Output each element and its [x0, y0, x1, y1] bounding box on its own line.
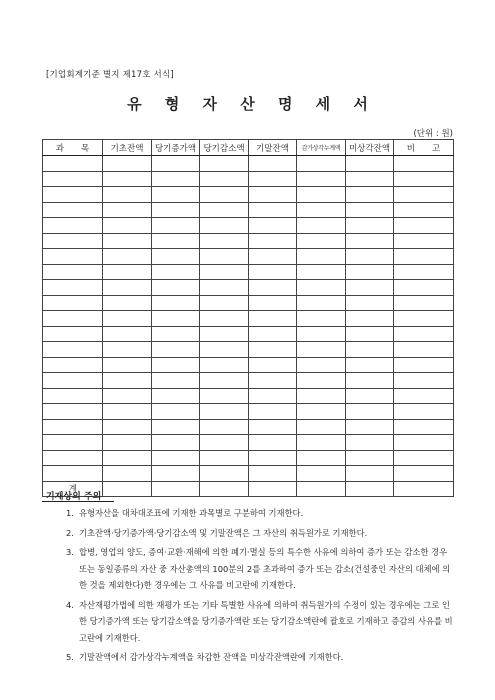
column-header-undepreciated-balance: 미상각잔액: [346, 140, 394, 156]
table-cell[interactable]: [394, 280, 454, 296]
table-cell[interactable]: [346, 373, 394, 389]
table-cell[interactable]: [152, 311, 200, 327]
table-cell[interactable]: [200, 481, 249, 497]
table-cell[interactable]: [297, 233, 346, 249]
table-cell[interactable]: [103, 326, 152, 342]
table-cell[interactable]: [297, 264, 346, 280]
table-cell[interactable]: [297, 311, 346, 327]
table-cell[interactable]: [394, 326, 454, 342]
table-cell[interactable]: [43, 187, 103, 203]
table-cell[interactable]: [249, 388, 297, 404]
table-cell[interactable]: [43, 171, 103, 187]
table-cell[interactable]: [200, 435, 249, 451]
column-header-opening-balance: 기초잔액: [103, 140, 152, 156]
table-cell[interactable]: [200, 388, 249, 404]
table-cell[interactable]: [200, 171, 249, 187]
note-text: 합병, 영업의 양도, 증여·교환·재해에 의한 폐기·멸실 등의 특수한 사유에 의하여 증가 또는 감소한 경우 또는 동일종류의 자산 중 자산총액의 100분의 2를 초과하여 증가 또는 감소(건설중인 자산의 대체에 의한 것을 제외한다)한 경우에는 그 사유를 비고란에 기재한다.: [79, 547, 451, 590]
table-cell[interactable]: [200, 233, 249, 249]
table-cell[interactable]: [152, 295, 200, 311]
table-cell[interactable]: [346, 264, 394, 280]
table-cell[interactable]: [103, 419, 152, 435]
note-item: [66, 505, 456, 522]
note-text: 기말잔액에서 감가상각누계액을 차감한 잔액을 미상각잔액란에 기재한다.: [79, 652, 344, 662]
table-cell[interactable]: [297, 280, 346, 296]
table-cell[interactable]: [152, 218, 200, 234]
table-cell[interactable]: [346, 249, 394, 265]
table-cell[interactable]: [200, 419, 249, 435]
table-cell[interactable]: [394, 435, 454, 451]
table-cell[interactable]: [394, 404, 454, 420]
table-cell[interactable]: [200, 187, 249, 203]
table-cell[interactable]: [200, 404, 249, 420]
table-row: [43, 280, 454, 296]
table-cell[interactable]: [200, 357, 249, 373]
table-cell[interactable]: [43, 249, 103, 265]
table-cell[interactable]: [43, 388, 103, 404]
table-row: [43, 187, 454, 203]
table-cell[interactable]: [249, 187, 297, 203]
table-cell[interactable]: [297, 342, 346, 358]
table-cell[interactable]: [200, 311, 249, 327]
table-cell[interactable]: [249, 326, 297, 342]
table-cell[interactable]: [43, 342, 103, 358]
table-cell[interactable]: [297, 249, 346, 265]
note-number: 3.: [66, 547, 74, 557]
table-cell[interactable]: [346, 435, 394, 451]
table-cell[interactable]: [103, 202, 152, 218]
column-header-increase: 당기증가액: [152, 140, 200, 156]
note-item: [66, 597, 456, 647]
tangible-asset-table: [42, 139, 454, 497]
table-cell[interactable]: [346, 404, 394, 420]
table-cell[interactable]: [200, 249, 249, 265]
table-cell[interactable]: [103, 311, 152, 327]
table-cell[interactable]: [394, 481, 454, 497]
table-cell[interactable]: [152, 202, 200, 218]
table-row: [43, 388, 454, 404]
table-cell[interactable]: [346, 156, 394, 172]
column-header-account: 과 목: [43, 140, 103, 156]
total-label: 계: [43, 481, 103, 497]
table-row: [43, 435, 454, 451]
column-header-decrease: 당기감소액: [200, 140, 249, 156]
table-cell[interactable]: [249, 466, 297, 482]
note-text: 유형자산을 대차대조표에 기재한 과목별로 구분하여 기재한다.: [79, 508, 304, 518]
table-cell[interactable]: [297, 156, 346, 172]
table-cell[interactable]: [346, 218, 394, 234]
table-cell[interactable]: [297, 419, 346, 435]
table-cell[interactable]: [249, 450, 297, 466]
table-cell[interactable]: [103, 187, 152, 203]
table-header-row: [43, 140, 454, 156]
table-row: [43, 218, 454, 234]
table-row: [43, 295, 454, 311]
table-cell[interactable]: [43, 450, 103, 466]
table-cell[interactable]: [200, 280, 249, 296]
table-cell[interactable]: [346, 450, 394, 466]
table-cell[interactable]: [297, 357, 346, 373]
table-cell[interactable]: [200, 450, 249, 466]
note-number: 5.: [66, 652, 74, 662]
table-cell[interactable]: [297, 466, 346, 482]
table-cell[interactable]: [152, 233, 200, 249]
table-cell[interactable]: [346, 357, 394, 373]
table-body: [43, 156, 454, 497]
table-cell[interactable]: [200, 373, 249, 389]
table-cell[interactable]: [249, 233, 297, 249]
table-cell[interactable]: [152, 419, 200, 435]
table-cell[interactable]: [43, 202, 103, 218]
table-cell[interactable]: [297, 326, 346, 342]
table-cell[interactable]: [43, 435, 103, 451]
table-cell[interactable]: [249, 249, 297, 265]
notes-list: [66, 505, 456, 669]
table-row: [43, 450, 454, 466]
table-cell[interactable]: [103, 233, 152, 249]
table-cell[interactable]: [346, 388, 394, 404]
unit-label: (단위 : 원): [413, 129, 453, 139]
table-cell[interactable]: [394, 311, 454, 327]
table-cell[interactable]: [103, 404, 152, 420]
table-cell[interactable]: [297, 388, 346, 404]
table-cell[interactable]: [152, 171, 200, 187]
table-cell[interactable]: [346, 481, 394, 497]
table-cell[interactable]: [43, 218, 103, 234]
note-text: 자산재평가법에 의한 재평가 또는 기타 특별한 사유에 의하여 취득원가의 수정이 있는 경우에는 그로 인한 당기증가액 또는 당기감소액을 당기증가액란 또는 당기감소액란에 괄호로 기재하고 증감의 사유를 비고란에 기재한다.: [79, 599, 453, 643]
table-cell[interactable]: [394, 342, 454, 358]
table-cell[interactable]: [394, 249, 454, 265]
table-row: [43, 419, 454, 435]
form-number-label: [기업회계기준 별지 제17호 서식]: [46, 70, 174, 80]
table-cell[interactable]: [249, 373, 297, 389]
table-row: [43, 171, 454, 187]
table-cell[interactable]: [152, 466, 200, 482]
table-cell[interactable]: [249, 280, 297, 296]
table-cell[interactable]: [249, 202, 297, 218]
table-cell[interactable]: [200, 466, 249, 482]
column-header-accumulated-depreciation: 감가상각누계액: [297, 140, 346, 156]
table-cell[interactable]: [249, 357, 297, 373]
table-row: [43, 342, 454, 358]
table-cell[interactable]: [394, 218, 454, 234]
table-row: [43, 233, 454, 249]
table-cell[interactable]: [346, 280, 394, 296]
table-cell[interactable]: [103, 388, 152, 404]
note-item: [66, 525, 456, 542]
table-cell[interactable]: [200, 326, 249, 342]
table-cell[interactable]: [152, 357, 200, 373]
table-cell[interactable]: [103, 264, 152, 280]
table-cell[interactable]: [394, 264, 454, 280]
table-cell[interactable]: [103, 357, 152, 373]
table-cell[interactable]: [43, 295, 103, 311]
table-cell[interactable]: [152, 156, 200, 172]
table-cell[interactable]: [103, 435, 152, 451]
total-row: [43, 481, 454, 497]
table-cell[interactable]: [297, 404, 346, 420]
table-cell[interactable]: [297, 435, 346, 451]
table-cell[interactable]: [394, 373, 454, 389]
table-cell[interactable]: [103, 481, 152, 497]
table-cell[interactable]: [249, 311, 297, 327]
table-row: [43, 326, 454, 342]
table-cell[interactable]: [249, 404, 297, 420]
table-cell[interactable]: [394, 450, 454, 466]
column-header-remarks: 비 고: [394, 140, 454, 156]
note-text: 기초잔액·당기증가액·당기감소액 및 기말잔액은 그 자산의 취득원가로 기재한다.: [79, 527, 368, 538]
table-cell[interactable]: [200, 295, 249, 311]
table-cell[interactable]: [152, 249, 200, 265]
table-cell[interactable]: [297, 218, 346, 234]
table-cell[interactable]: [346, 326, 394, 342]
table-cell[interactable]: [152, 404, 200, 420]
table-cell[interactable]: [152, 373, 200, 389]
table-cell[interactable]: [152, 280, 200, 296]
table-cell[interactable]: [394, 156, 454, 172]
table-cell[interactable]: [297, 373, 346, 389]
table-cell[interactable]: [297, 450, 346, 466]
table-row: [43, 311, 454, 327]
note-number: 2.: [66, 527, 74, 538]
table-cell[interactable]: [103, 342, 152, 358]
table-cell[interactable]: [152, 326, 200, 342]
table-cell[interactable]: [152, 435, 200, 451]
table-row: [43, 264, 454, 280]
table-cell[interactable]: [346, 419, 394, 435]
table-row: [43, 249, 454, 265]
table-cell[interactable]: [394, 357, 454, 373]
table-cell[interactable]: [249, 295, 297, 311]
table-cell[interactable]: [43, 280, 103, 296]
table-cell[interactable]: [297, 295, 346, 311]
table-cell[interactable]: [200, 342, 249, 358]
document-title: 유 형 자 산 명 세 서: [127, 95, 377, 113]
table-cell[interactable]: [346, 466, 394, 482]
table-cell[interactable]: [152, 481, 200, 497]
table-cell[interactable]: [43, 357, 103, 373]
table-row: [43, 156, 454, 172]
table-cell[interactable]: [103, 280, 152, 296]
table-row: [43, 404, 454, 420]
note-item: [66, 649, 456, 666]
table-cell[interactable]: [394, 388, 454, 404]
table-cell[interactable]: [249, 342, 297, 358]
table-cell[interactable]: [103, 466, 152, 482]
table-cell[interactable]: [394, 233, 454, 249]
table-cell[interactable]: [297, 481, 346, 497]
table-cell[interactable]: [43, 326, 103, 342]
table-cell[interactable]: [394, 202, 454, 218]
table-row: [43, 373, 454, 389]
table-cell[interactable]: [103, 450, 152, 466]
table-cell[interactable]: [103, 171, 152, 187]
table-cell[interactable]: [43, 311, 103, 327]
table-cell[interactable]: [43, 156, 103, 172]
table-cell[interactable]: [43, 404, 103, 420]
table-cell[interactable]: [297, 171, 346, 187]
table-cell[interactable]: [346, 187, 394, 203]
table-cell[interactable]: [103, 249, 152, 265]
table-cell[interactable]: [200, 202, 249, 218]
table-cell[interactable]: [103, 295, 152, 311]
table-cell[interactable]: [200, 156, 249, 172]
table-cell[interactable]: [346, 311, 394, 327]
table-cell[interactable]: [43, 233, 103, 249]
table-cell[interactable]: [297, 187, 346, 203]
table-cell[interactable]: [346, 342, 394, 358]
table-cell[interactable]: [249, 481, 297, 497]
table-cell[interactable]: [346, 233, 394, 249]
notes-title: 기재상의 주의: [46, 492, 102, 502]
table-row: [43, 357, 454, 373]
table-cell[interactable]: [43, 373, 103, 389]
table-cell[interactable]: [152, 450, 200, 466]
table-cell[interactable]: [103, 373, 152, 389]
table-row: [43, 202, 454, 218]
table-cell[interactable]: [152, 342, 200, 358]
table-row: [43, 466, 454, 482]
table-cell[interactable]: [200, 264, 249, 280]
table-cell[interactable]: [249, 435, 297, 451]
note-item: [66, 544, 456, 594]
table-cell[interactable]: [152, 264, 200, 280]
table-cell[interactable]: [346, 202, 394, 218]
table-cell[interactable]: [297, 202, 346, 218]
table-cell[interactable]: [394, 419, 454, 435]
table-cell[interactable]: [200, 218, 249, 234]
table-cell[interactable]: [394, 466, 454, 482]
column-header-closing-balance: 기말잔액: [249, 140, 297, 156]
table-cell[interactable]: [152, 187, 200, 203]
table-cell[interactable]: [43, 466, 103, 482]
table-cell[interactable]: [43, 419, 103, 435]
note-number: 1.: [66, 508, 74, 518]
table-cell[interactable]: [103, 156, 152, 172]
table-cell[interactable]: [346, 295, 394, 311]
table-cell[interactable]: [103, 218, 152, 234]
table-cell[interactable]: [249, 156, 297, 172]
note-number: 4.: [66, 599, 74, 610]
table-cell[interactable]: [249, 264, 297, 280]
table-cell[interactable]: [249, 218, 297, 234]
table-cell[interactable]: [394, 171, 454, 187]
table-cell[interactable]: [249, 419, 297, 435]
table-cell[interactable]: [394, 295, 454, 311]
table-cell[interactable]: [346, 171, 394, 187]
table-cell[interactable]: [152, 388, 200, 404]
notes-divider: [42, 501, 114, 502]
table-cell[interactable]: [43, 264, 103, 280]
table-cell[interactable]: [249, 171, 297, 187]
table-cell[interactable]: [394, 187, 454, 203]
